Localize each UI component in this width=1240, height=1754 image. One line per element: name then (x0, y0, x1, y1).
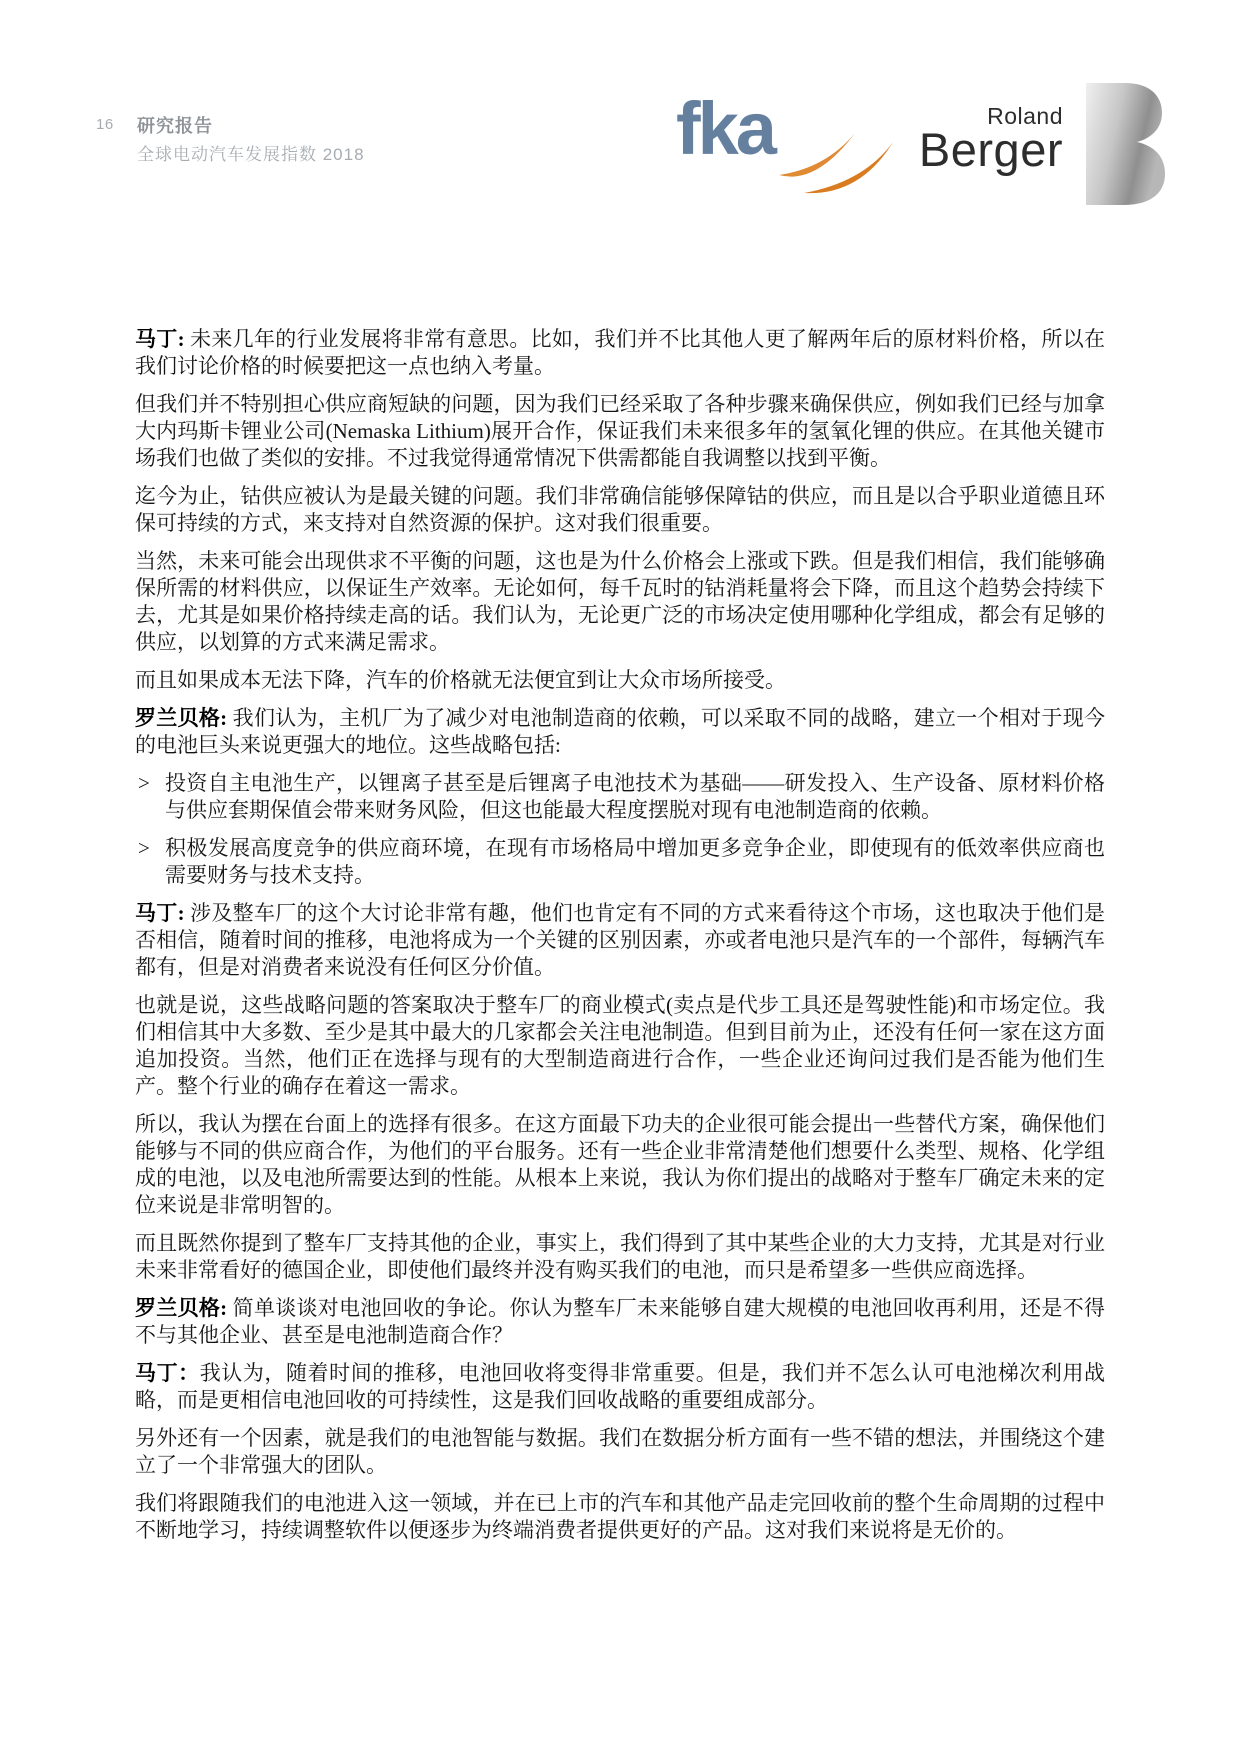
bullet-item (135, 835, 1105, 889)
paragraph (135, 992, 1105, 1100)
paragraph (135, 1295, 1105, 1349)
paragraph-text: 当然，未来可能会出现供求不平衡的问题，这也是为什么价格会上涨或下跌。但是我们相信，我们能够确保所需的材料供应，以保证生产效率。无论如何，每千瓦时的钴消耗量将会下降，而且这个趋势会持续下去，尤其是如果价格持续走高的话。我们认为，无论更广泛的市场决定使用哪种化学组成，都会有足够的供应，以划算的方式来满足需求。 (135, 549, 1105, 654)
report-title: 研究报告 (137, 116, 213, 136)
speaker-label: 罗兰贝格: (135, 1296, 233, 1320)
speaker-label: 马丁: (135, 901, 191, 925)
paragraph (135, 391, 1105, 472)
paragraph (135, 1111, 1105, 1219)
speaker-label: 罗兰贝格: (135, 706, 233, 730)
article-body (135, 326, 1105, 1555)
paragraph (135, 326, 1105, 380)
bullet-item (135, 770, 1105, 824)
paragraph-text: 涉及整车厂的这个大讨论非常有趣，他们也肯定有不同的方式来看待这个市场，这也取决于他们是否相信，随着时间的推移，电池将成为一个关键的区别因素，亦或者电池只是汽车的一个部件，每辆汽车都有，但是对消费者来说没有任何区分价值。 (135, 901, 1105, 979)
paragraph (135, 1490, 1105, 1544)
paragraph (135, 548, 1105, 656)
paragraph (135, 483, 1105, 537)
speaker-label: 马丁: (135, 327, 191, 351)
paragraph (135, 1230, 1105, 1284)
bullet-marker: > (138, 836, 150, 860)
paragraph-text: 我们将跟随我们的电池进入这一领域，并在已上市的汽车和其他产品走完回收前的整个生命周期的过程中不断地学习，持续调整软件以便逐步为终端消费者提供更好的产品。这对我们来说将是无价的。 (135, 1491, 1105, 1542)
paragraph-text: 但我们并不特别担心供应商短缺的问题，因为我们已经采取了各种步骤来确保供应，例如我们已经与加拿大内玛斯卡锂业公司(Nemaska Lithium)展开合作，保证我们未来很多年的氢氧化锂的供应。在其他关键市场我们也做了类似的安排。不过我觉得通常情况下供需都能自我调整以找到平衡。 (135, 392, 1105, 470)
paragraph-text: 我认为，随着时间的推移，电池回收将变得非常重要。但是，我们并不怎么认可电池梯次利用战略，而是更相信电池回收的可持续性，这是我们回收战略的重要组成部分。 (135, 1361, 1106, 1412)
fka-logo (676, 87, 891, 197)
bullet-text: 积极发展高度竞争的供应商环境，在现有市场格局中增加更多竞争企业，即使现有的低效率供应商也需要财务与技术支持。 (165, 836, 1105, 887)
roland-berger-roland-text: Roland (987, 103, 1063, 129)
paragraph-text: 简单谈谈对电池回收的争论。你认为整车厂未来能够自建大规模的电池回收再利用，还是不得不与其他企业、甚至是电池制造商合作？ (135, 1296, 1106, 1347)
roland-berger-b-icon (1085, 82, 1167, 206)
paragraph (135, 667, 1105, 694)
roland-berger-berger-text: Berger (918, 123, 1063, 176)
paragraph-text: 我们认为，主机厂为了减少对电池制造商的依赖，可以采取不同的战略，建立一个相对于现今的电池巨头来说更强大的地位。这些战略包括: (135, 706, 1106, 757)
paragraph-text: 未来几年的行业发展将非常有意思。比如，我们并不比其他人更了解两年后的原材料价格，所以在我们讨论价格的时候要把这一点也纳入考量。 (135, 327, 1105, 378)
bullet-marker: > (138, 771, 150, 795)
paragraph (135, 705, 1105, 759)
paragraph-text: 所以，我认为摆在台面上的选择有很多。在这方面最下功夫的企业很可能会提出一些替代方案，确保他们能够与不同的供应商合作，为他们的平台服务。还有一些企业非常清楚他们想要什么类型、规格、化学组成的电池，以及电池所需要达到的性能。从根本上来说，我认为你们提出的战略对于整车厂确定未来的定位来说是非常明智的。 (135, 1112, 1105, 1217)
paragraph-text: 而且如果成本无法下降，汽车的价格就无法便宜到让大众市场所接受。 (135, 668, 786, 692)
roland-berger-wordmark (863, 103, 1063, 176)
bullet-text: 投资自主电池生产，以锂离子甚至是后锂离子电池技术为基础——研发投入、生产设备、原材料价格与供应套期保值会带来财务风险，但这也能最大程度摆脱对现有电池制造商的依赖。 (165, 771, 1105, 822)
roland-berger-logo (863, 104, 1163, 229)
page-number: 16 (96, 116, 114, 133)
paragraph-text: 迄今为止，钴供应被认为是最关键的问题。我们非常确信能够保障钴的供应，而且是以合乎职业道德且环保可持续的方式，来支持对自然资源的保护。这对我们很重要。 (135, 484, 1105, 535)
paragraph (135, 900, 1105, 981)
paragraph-text: 也就是说，这些战略问题的答案取决于整车厂的商业模式(卖点是代步工具还是驾驶性能)和市场定位。我们相信其中大多数、至少是其中最大的几家都会关注电池制造。但到目前为止，还没有任何一家在这方面追加投资。当然，他们正在选择与现有的大型制造商进行合作，一些企业还询问过我们是否能为他们生产。整个行业的确存在着这一需求。 (135, 993, 1105, 1098)
fka-logo-text: fka (676, 87, 774, 170)
speaker-label: 马丁： (135, 1361, 200, 1385)
report-subtitle: 全球电动汽车发展指数 2018 (137, 145, 365, 164)
paragraph (135, 1360, 1105, 1414)
paragraph-text: 而且既然你提到了整车厂支持其他的企业，事实上，我们得到了其中某些企业的大力支持，尤其是对行业未来非常看好的德国企业，即使他们最终并没有购买我们的电池，而只是希望多一些供应商选择。 (135, 1231, 1105, 1282)
paragraph-text: 另外还有一个因素，就是我们的电池智能与数据。我们在数据分析方面有一些不错的想法，并围绕这个建立了一个非常强大的团队。 (135, 1426, 1105, 1477)
paragraph (135, 1425, 1105, 1479)
